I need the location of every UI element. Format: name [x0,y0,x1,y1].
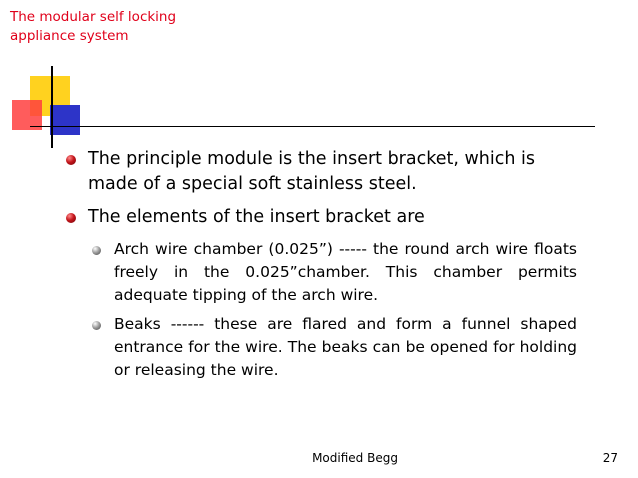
sub-bullet-item [88,313,577,382]
bullet-item [62,147,577,197]
slide-content [62,147,577,388]
bullet-icon [66,155,76,165]
sub-bullet-icon [92,321,101,330]
bullet-text: The elements of the insert bracket are [88,207,425,227]
sub-bullet-text: Arch wire chamber (0.025”) ----- the round arch wire floats freely in the 0.025”chamber. This chamber permits adequate tipping of the arch wire. [114,240,577,304]
horizontal-rule [30,126,595,127]
sub-bullet-item [88,238,577,307]
decorative-squares [0,0,120,150]
vertical-rule [51,66,53,148]
sub-bullet-text: Beaks ------ these are flared and form a funnel shaped entrance for the wire. The beaks can be opened for holding or releasing the wire. [114,315,577,379]
bullet-item [62,205,577,230]
bullet-icon [66,213,76,223]
footer-title: Modified Begg [312,451,398,465]
sub-bullet-icon [92,246,101,255]
slide-title: The modular self locking appliance system [10,9,177,44]
bullet-text: The principle module is the insert bracket, which is made of a special soft stainless steel. [88,149,536,194]
sub-bullet-list [88,238,577,382]
page-number: 27 [602,451,618,465]
blue-square [50,105,80,135]
